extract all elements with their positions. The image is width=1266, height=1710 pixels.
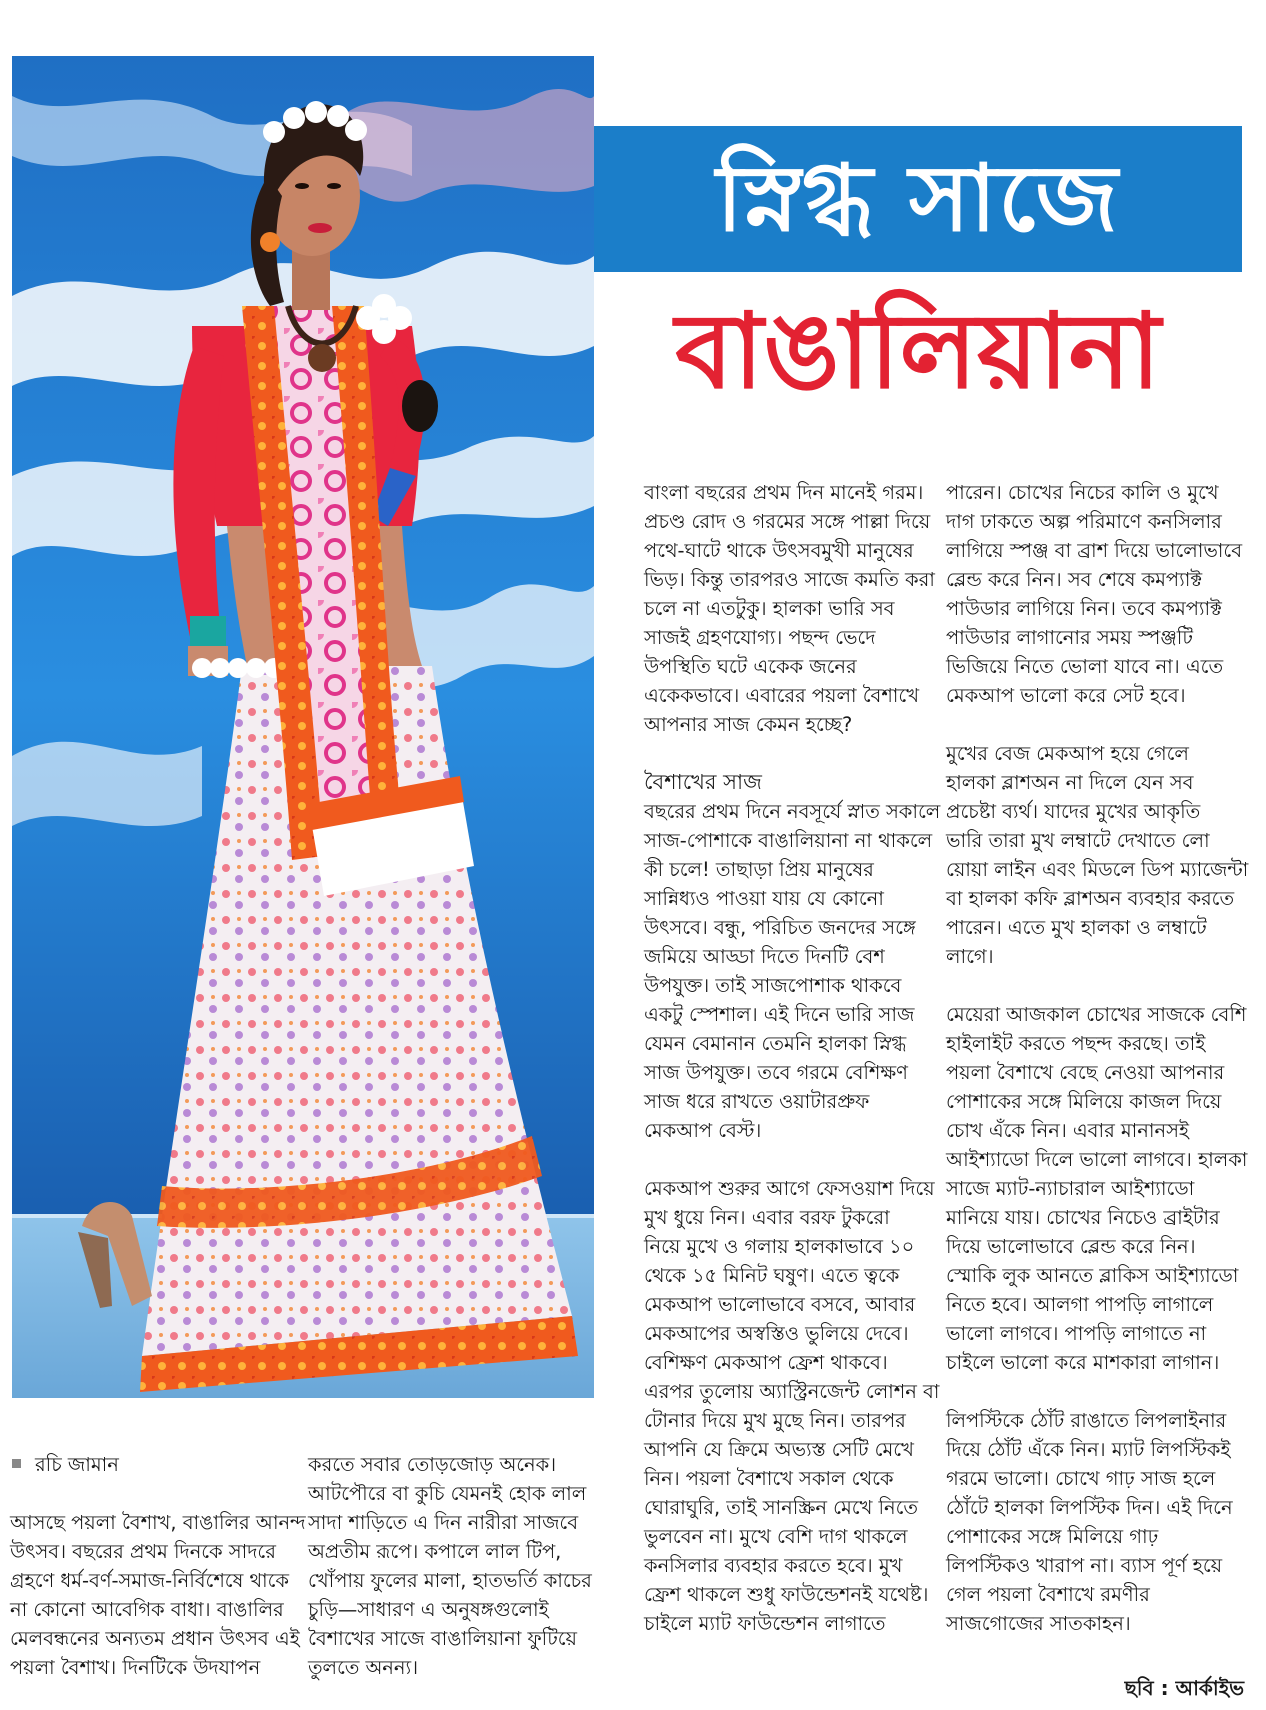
text-line: সাদা শাড়িতে এ দিন নারীরা সাজবে	[308, 1511, 579, 1534]
text-line: সান্নিধ্যও পাওয়া যায় যে কোনো	[644, 887, 884, 910]
text-line: লিপস্টিকে ঠোঁট রাঙাতে লিপলাইনার	[946, 1409, 1227, 1432]
text-line: মুখের বেজ মেকআপ হয়ে গেলে	[946, 742, 1189, 765]
text-line: ফ্রেশ থাকলে শুধু ফাউন্ডেশনই যথেষ্ট।	[644, 1583, 929, 1606]
text-line: মানিয়ে যায়। চোখের নিচেও ব্রাইটার	[946, 1206, 1220, 1229]
text-line: বাংলা বছরের প্রথম দিন মানেই গরম।	[644, 481, 924, 504]
text-line: না কোনো আবেগিক বাধা। বাঙালির	[10, 1598, 284, 1621]
author-name: রচি জামান	[35, 1453, 119, 1476]
feature-photo	[12, 56, 594, 1398]
text-line: স্মোকি লুক আনতে ব্লাকিস আইশ্যাডো	[946, 1264, 1239, 1287]
text-line: মুখ ধুয়ে নিন। এবার বরফ টুকরো	[644, 1206, 890, 1229]
text-column-b	[308, 1450, 592, 1682]
text-line: মেকআপের অস্বস্তিও ভুলিয়ে দেবে।	[644, 1322, 909, 1345]
text-line: মেকআপ শুরুর আগে ফেসওয়াশ দিয়ে	[644, 1177, 935, 1200]
text-line: লাগিয়ে স্পঞ্জ বা ব্রাশ দিয়ে ভালোভাবে	[946, 539, 1243, 562]
text-line: সাজগোজের সাতকাহন।	[946, 1612, 1131, 1635]
text-line: উৎসবে। বন্ধু, পরিচিত জনদের সঙ্গে	[644, 916, 916, 939]
text-column-c	[644, 478, 941, 1638]
text-line: বছরের প্রথম দিনে নবসূর্যে স্নাত সকালে	[644, 800, 941, 823]
byline	[12, 1450, 119, 1479]
article-subtitle: বাঙালিয়ানা	[675, 290, 1161, 412]
text-line: সাজই গ্রহণযোগ্য। পছন্দ ভেদে	[644, 626, 876, 649]
text-line: যেমন বেমানান তেমনি হালকা স্নিগ্ধ	[644, 1032, 907, 1055]
text-line: থেকে ১৫ মিনিট ঘষুণ। এতে ত্বকে	[644, 1264, 900, 1287]
text-line: নিতে হবে। আলগা পাপড়ি লাগালে	[946, 1293, 1214, 1316]
text-line: একটু স্পেশাল। এই দিনে ভারি সাজ	[644, 1003, 915, 1026]
text-line: মেকআপ ভালোভাবে বসবে, আবার	[644, 1293, 916, 1316]
text-line: ভালো লাগবে। পাপড়ি লাগাতে না	[946, 1322, 1207, 1345]
text-line: একেকভাবে। এবারের পয়লা বৈশাখে	[644, 684, 919, 707]
text-line: দিয়ে ভালোভাবে ব্লেন্ড করে নিন।	[946, 1235, 1196, 1258]
text-line: নিয়ে মুখে ও গলায় হালকাভাবে ১০	[644, 1235, 915, 1258]
text-line: বৈশাখের সাজে বাঙালিয়ানা ফুটিয়ে	[308, 1627, 577, 1650]
text-line: আসছে পয়লা বৈশাখ, বাঙালির আনন্দ	[10, 1511, 306, 1534]
photo-credit: ছবি : আর্কাইভ	[1124, 1676, 1244, 1700]
text-line: বা হালকা কফি ব্লাশঅন ব্যবহার করতে	[946, 887, 1235, 910]
text-line: চোখ এঁকে নিন। এবার মানানসই	[946, 1119, 1189, 1142]
text-line: এরপর তুলোয় অ্যাস্ট্রিনজেন্ট লোশন বা	[644, 1380, 940, 1403]
text-line: মেকআপ ভালো করে সেট হবে।	[946, 684, 1186, 707]
text-line: ঘোরাঘুরি, তাই সানস্ক্রিন মেখে নিতে	[644, 1496, 918, 1519]
text-line: লিপস্টিকও খারাপ না। ব্যাস পূর্ণ হয়ে	[946, 1554, 1223, 1577]
text-line: য়োয়া লাইন এবং মিডলে ডিপ ম্যাজেন্টা	[946, 858, 1249, 881]
text-line: পারেন। এতে মুখ হালকা ও লম্বাটে	[946, 916, 1207, 939]
text-line: কী চলে! তাছাড়া প্রিয় মানুষের	[644, 858, 874, 881]
text-line: প্রচণ্ড রোদ ও গরমের সঙ্গে পাল্লা দিয়ে	[644, 510, 931, 533]
text-line: পাউডার লাগানোর সময় স্পঞ্জটি	[946, 626, 1193, 649]
text-line: টোনার দিয়ে মুখ মুছে নিন। তারপর	[644, 1409, 906, 1432]
text-line: পাউডার লাগিয়ে নিন। তবে কমপ্যাক্ট	[946, 597, 1222, 620]
text-line: গ্রহণে ধর্ম-বর্ণ-সমাজ-নির্বিশেষে থাকে	[10, 1569, 289, 1592]
text-line: অপ্রতীম রূপে। কপালে লাল টিপ,	[308, 1540, 562, 1563]
text-line: উপস্থিতি ঘটে একেক জনের	[644, 655, 857, 678]
text-line: দাগ ঢাকতে অল্প পরিমাণে কনসিলার	[946, 510, 1222, 533]
text-line: উৎসব। বছরের প্রথম দিনকে সাদরে	[10, 1540, 276, 1563]
text-line: গরমে ভালো। চোখে গাঢ় সাজ হলে	[946, 1467, 1216, 1490]
text-line: কনসিলার ব্যবহার করতে হবে। মুখ	[644, 1554, 903, 1577]
text-line: ব্লেন্ড করে নিন। সব শেষে কমপ্যাক্ট	[946, 568, 1203, 591]
text-line: উপযুক্ত। তাই সাজপোশাক থাকবে	[644, 974, 902, 997]
text-line: আটপৌরে বা কুচি যেমনই হোক লাল	[308, 1482, 587, 1505]
text-column-a	[10, 1479, 306, 1682]
text-line: পোশাকের সঙ্গে মিলিয়ে কাজল দিয়ে	[946, 1090, 1222, 1113]
text-line: দিয়ে ঠোঁট এঁকে নিন। ম্যাট লিপস্টিকই	[946, 1438, 1231, 1461]
text-line: পয়লা বৈশাখে বেছে নেওয়া আপনার	[946, 1061, 1225, 1084]
text-line: লাগে।	[946, 945, 994, 968]
text-line: সাজ-পোশাকে বাঙালিয়ানা না থাকলে	[644, 829, 933, 852]
bullet-square-icon	[12, 1459, 21, 1468]
text-line: তুলতে অনন্য।	[308, 1656, 419, 1679]
text-line: আপনার সাজ কেমন হচ্ছে?	[644, 713, 853, 736]
model-in-saree-illustration	[12, 56, 594, 1398]
text-line: হাইলাইট করতে পছন্দ করছে। তাই	[946, 1032, 1206, 1055]
text-line: মেয়েরা আজকাল চোখের সাজকে বেশি	[946, 1003, 1247, 1026]
text-line: পয়লা বৈশাখ। দিনটিকে উদযাপন	[10, 1656, 261, 1679]
text-line: ভিজিয়ে নিতে ভোলা যাবে না। এতে	[946, 655, 1223, 678]
title-banner	[594, 126, 1242, 272]
text-line: আপনি যে ক্রিমে অভ্যস্ত সেটি মেখে	[644, 1438, 914, 1461]
text-line: নিন। পয়লা বৈশাখে সকাল থেকে	[644, 1467, 894, 1490]
text-line: বেশিক্ষণ মেকআপ ফ্রেশ থাকবে।	[644, 1351, 888, 1374]
text-line: হালকা ব্লাশঅন না দিলে যেন সব	[946, 771, 1194, 794]
text-line: করতে সবার তোড়জোড় অনেক।	[308, 1453, 557, 1476]
text-line: চাইলে ভালো করে মাশকারা লাগান।	[946, 1351, 1220, 1374]
text-line: আইশ্যাডো দিলে ভালো লাগবে। হালকা	[946, 1148, 1248, 1171]
text-line: সাজে ম্যাট-ন্যাচারাল আইশ্যাডো	[946, 1177, 1195, 1200]
text-line: ভিড়। কিন্তু তারপরও সাজে কমতি করা	[644, 568, 935, 591]
section-heading: বৈশাখের সাজ	[644, 770, 762, 794]
text-line: সাজ উপযুক্ত। তবে গরমে বেশিক্ষণ	[644, 1061, 908, 1084]
text-line: চলে না এতটুকু। হালকা ভারি সব	[644, 597, 895, 620]
text-line: জমিয়ে আড্ডা দিতে দিনটি বেশ	[644, 945, 885, 968]
text-line: ভুলবেন না। মুখে বেশি দাগ থাকলে	[644, 1525, 908, 1548]
text-line: চাইলে ম্যাট ফাউন্ডেশন লাগাতে	[644, 1612, 886, 1635]
text-line: মেলবন্ধনের অন্যতম প্রধান উৎসব এই	[10, 1627, 300, 1650]
text-line: পারেন। চোখের নিচের কালি ও মুখে	[946, 481, 1219, 504]
text-line: খোঁপায় ফুলের মালা, হাতভর্তি কাচের	[308, 1569, 592, 1592]
text-line: ঠোঁটে হালকা লিপস্টিক দিন। এই দিনে	[946, 1496, 1233, 1519]
text-column-d	[946, 478, 1249, 1638]
text-line: চুড়ি—সাধারণ এ অনুষঙ্গগুলোই	[308, 1598, 549, 1621]
article-title: স্নিগ্ধ সাজে	[716, 145, 1120, 252]
text-line: মেকআপ বেস্ট।	[644, 1119, 762, 1142]
text-line: গেল পয়লা বৈশাখে রমণীর	[946, 1583, 1150, 1606]
text-line: প্রচেষ্টা ব্যর্থ। যাদের মুখের আকৃতি	[946, 800, 1201, 823]
text-line: পথে-ঘাটে থাকে উৎসবমুখী মানুষের	[644, 539, 914, 562]
text-line: সাজ ধরে রাখতে ওয়াটারপ্রুফ	[644, 1090, 870, 1113]
text-line: পোশাকের সঙ্গে মিলিয়ে গাঢ়	[946, 1525, 1159, 1548]
text-line: ভারি তারা মুখ লম্বাটে দেখাতে লো	[946, 829, 1210, 852]
